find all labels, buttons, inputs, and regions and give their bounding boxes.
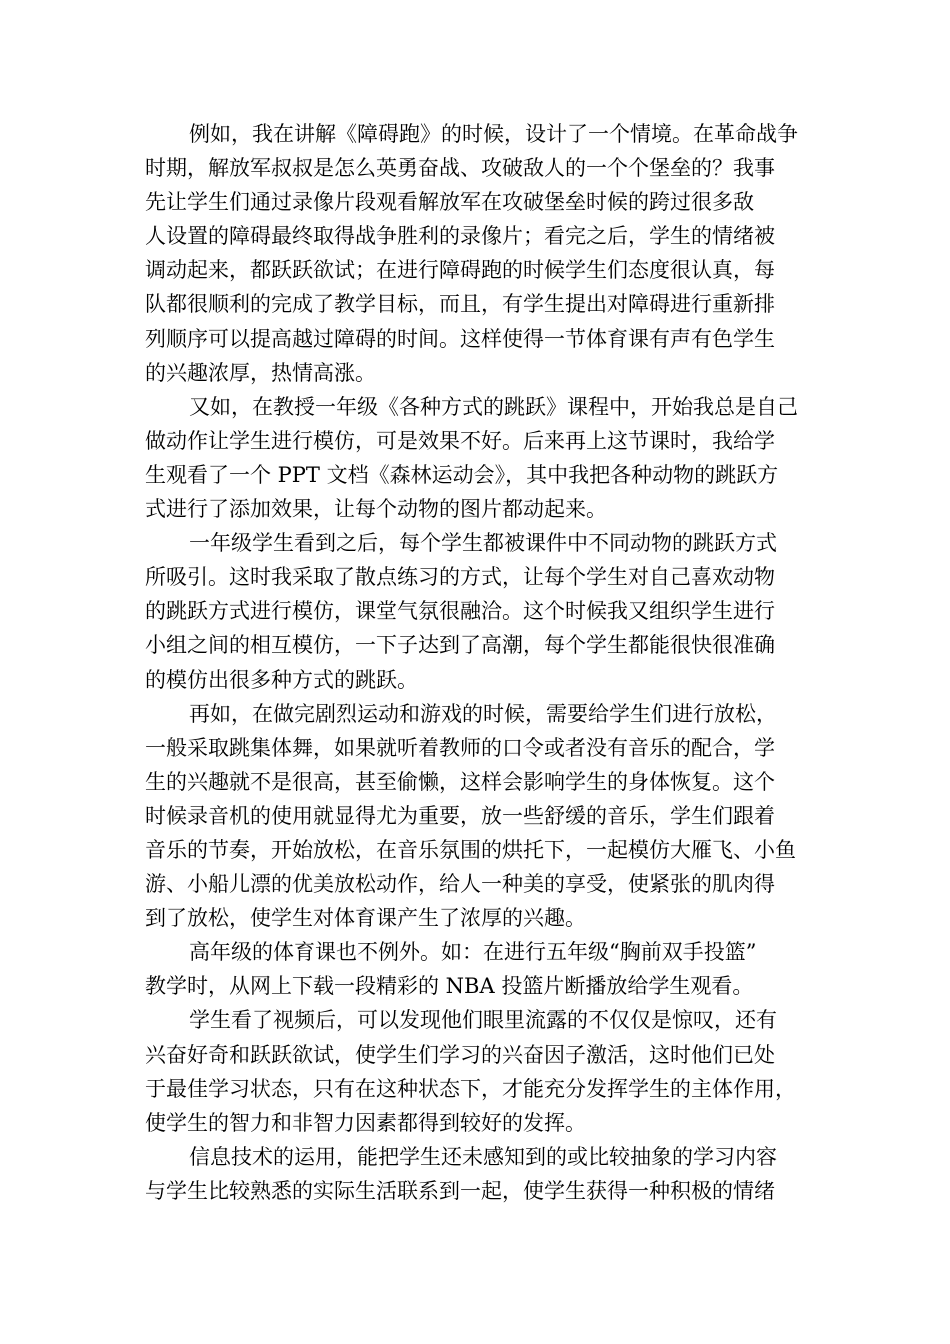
paragraph <box>145 935 810 1003</box>
paragraph <box>145 526 810 696</box>
text-line: 高年级的体育课也不例外。如：在进行五年级“胸前双手投篮” <box>189 940 757 965</box>
text-line: 学生看了视频后，可以发现他们眼里流露的不仅仅是惊叹，还有 <box>189 1008 777 1033</box>
text-line: 信息技术的运用，能把学生还未感知到的或比较抽象的学习内容 <box>189 1144 777 1169</box>
text-line: 式进行了添加效果，让每个动物的图片都动起来。 <box>145 497 607 522</box>
text-line: 生观看了一个 PPT 文档《森林运动会》，其中我把各种动物的跳跃方 <box>145 462 779 487</box>
text-line: 到了放松，使学生对体育课产生了浓厚的兴趣。 <box>145 906 586 931</box>
text-line: 再如，在做完剧烈运动和游戏的时候，需要给学生们进行放松， <box>189 701 777 726</box>
text-line: 与学生比较熟悉的实际生活联系到一起，使学生获得一种积极的情绪 <box>145 1178 775 1203</box>
text-line: 调动起来，都跃跃欲试；在进行障碍跑的时候学生们态度很认真，每 <box>145 258 775 283</box>
text-line: 时候录音机的使用就显得尤为重要，放一些舒缓的音乐，学生们跟着 <box>145 803 775 828</box>
text-line: 教学时，从网上下载一段精彩的 NBA 投篮片断播放给学生观看。 <box>145 974 754 999</box>
text-line: 队都很顺利的完成了教学目标，而且，有学生提出对障碍进行重新排 <box>145 292 775 317</box>
text-line: 时期，解放军叔叔是怎么英勇奋战、攻破敌人的一个个堡垒的？我事 <box>145 156 775 181</box>
text-line: 小组之间的相互模仿，一下子达到了高潮，每个学生都能很快很准确 <box>145 633 775 658</box>
text-line: 游、小船儿漂的优美放松动作，给人一种美的享受，使紧张的肌肉得 <box>145 872 775 897</box>
text-line: 做动作让学生进行模仿，可是效果不好。后来再上这节课时，我给学 <box>145 428 775 453</box>
text-line: 生的兴趣就不是很高，甚至偷懒，这样会影响学生的身体恢复。这个 <box>145 769 775 794</box>
text-line: 一般采取跳集体舞，如果就听着教师的口令或者没有音乐的配合，学 <box>145 735 775 760</box>
text-line: 例如，我在讲解《障碍跑》的时候，设计了一个情境。在革命战争 <box>189 122 798 146</box>
paragraph <box>145 117 810 390</box>
text-line: 于最佳学习状态，只有在这种状态下，才能充分发挥学生的主体作用， <box>145 1076 796 1101</box>
paragraph <box>145 390 810 526</box>
text-line: 使学生的智力和非智力因素都得到较好的发挥。 <box>145 1110 586 1135</box>
paragraph <box>145 697 810 936</box>
paragraph <box>145 1140 810 1208</box>
paragraph <box>145 1003 810 1139</box>
text-line: 音乐的节奏，开始放松，在音乐氛围的烘托下，一起模仿大雁飞、小鱼 <box>145 837 796 862</box>
text-line: 的兴趣浓厚，热情高涨。 <box>145 360 376 385</box>
text-line: 兴奋好奇和跃跃欲试，使学生们学习的兴奋因子激活，这时他们已处 <box>145 1042 775 1067</box>
text-line: 所吸引。这时我采取了散点练习的方式，让每个学生对自己喜欢动物 <box>145 565 775 590</box>
text-line: 的跳跃方式进行模仿，课堂气氛很融洽。这个时候我又组织学生进行 <box>145 599 775 624</box>
text-line: 人设置的障碍最终取得战争胜利的录像片；看完之后，学生的情绪被 <box>145 224 775 249</box>
text-line: 列顺序可以提高越过障碍的时间。这样使得一节体育课有声有色学生 <box>145 326 775 351</box>
document-page <box>145 117 810 1208</box>
text-line: 一年级学生看到之后，每个学生都被课件中不同动物的跳跃方式 <box>189 531 777 556</box>
text-line: 的模仿出很多种方式的跳跃。 <box>145 667 418 692</box>
text-line: 又如，在教授一年级《各种方式的跳跃》课程中，开始我总是自己 <box>189 394 798 419</box>
text-line: 先让学生们通过录像片段观看解放军在攻破堡垒时候的跨过很多敌 <box>145 190 754 215</box>
